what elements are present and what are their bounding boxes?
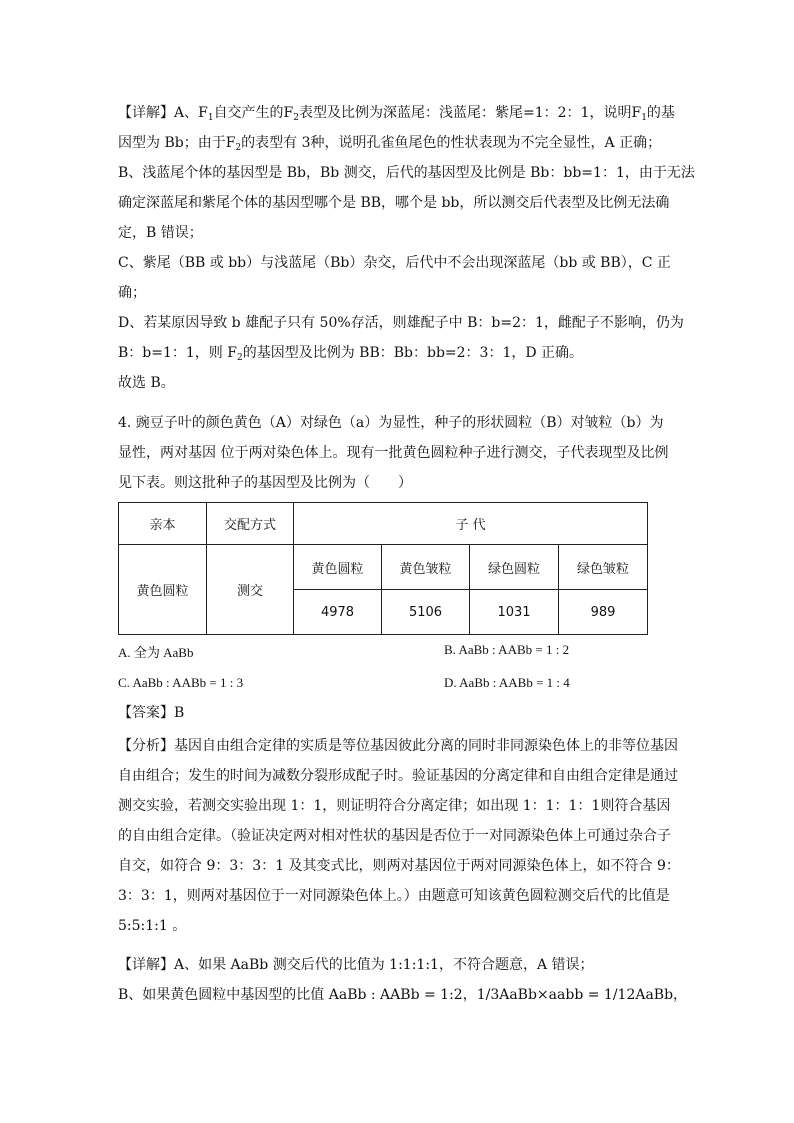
option-b: B. AaBb : AABb = 1 : 2 <box>444 642 570 657</box>
text-line: 【详解】A、$F_1$自交产生的$F_2$表型及比例为深蓝尾：浅蓝尾：紫尾=1：2：1，说明$F_1$的基 <box>118 105 675 123</box>
question-stem <box>118 408 678 498</box>
text-line: 确定深蓝尾和紫尾个体的基因型哪个是 BB，哪个是 bb，所以测交后代表型及比例无法确 <box>118 195 670 211</box>
analysis-block <box>118 731 678 941</box>
text-line: 5:5:1:1 。 <box>118 918 187 934</box>
table-subheader: 黄色圆粒 <box>294 545 382 590</box>
table-header-parent: 亲本 <box>119 503 207 545</box>
option-c: C. AaBb : AABb = 1 : 3 <box>118 675 244 690</box>
table-subheader: 绿色皱粒 <box>559 545 648 590</box>
option-d: D. AaBb : AABb = 1 : 4 <box>444 675 570 690</box>
text-line: 【分析】基因自由组合定律的实质是等位基因彼此分离的同时非同源染色体上的非等位基因 <box>118 738 678 754</box>
text-line: 自由组合；发生的时间为减数分裂形成配子时。验证基因的分离定律和自由组合定律是通过 <box>118 768 678 784</box>
answer-text: 【答案】B <box>118 705 185 721</box>
text-line: 测交实验，若测交实验出现 1：1，则证明符合分离定律；如出现 1：1：1：1则符合基因 <box>118 798 671 814</box>
table-subheader: 黄色皱粒 <box>382 545 470 590</box>
table-value: 5106 <box>382 590 470 635</box>
table-value: 4978 <box>294 590 382 635</box>
table-subheader: 绿色圆粒 <box>470 545 559 590</box>
table-cell-parent: 黄色圆粒 <box>119 545 207 635</box>
detail-block <box>118 950 688 1010</box>
text-line: 3：3：1，则两对基因位于一对同源染色体上。）由题意可知该黄色圆粒测交后代的比值是 <box>118 888 670 904</box>
answer-line <box>118 698 678 728</box>
table-header-offspring: 子 代 <box>294 503 648 545</box>
text-line: B、如果黄色圆粒中基因型的比值 AaBb : AABb = 1:2，1/3AaBb×aabb = 1/12AaBb， <box>118 987 688 1003</box>
text-line: 因型为 Bb；由于$F_2$的表型有 3种，说明孔雀鱼尾色的性状表现为不完全显性，A 正确； <box>118 135 662 153</box>
table-value: 1031 <box>470 590 559 635</box>
detail-block-prev <box>118 98 695 398</box>
option-a: A. 全为 AaBb <box>118 645 194 660</box>
text-line: C、紫尾（BB 或 bb）与浅蓝尾（Bb）杂交，后代中不会出现深蓝尾（bb 或 BB），C 正 <box>118 255 671 271</box>
text-line: 见下表。则这批种子的基因型及比例为（ ） <box>118 475 412 491</box>
data-table <box>118 502 648 635</box>
text-line: 显性，两对基因 位于两对染色体上。现有一批黄色圆粒种子进行测交，子代表现型及比例 <box>118 445 669 461</box>
text-line: 确； <box>118 285 146 301</box>
text-line: D、若某原因导致 b 雄配子只有 50%存活，则雄配子中 B：b=2：1，雌配子不影响，仍为 <box>118 315 684 331</box>
text-line: 定，B 错误； <box>118 225 203 241</box>
table-value: 989 <box>559 590 648 635</box>
text-line: 故选 B。 <box>118 375 175 391</box>
text-line: B：b=1：1，则 $F_2$的基因型及比例为 BB：Bb：bb=2：3：1，D 正确。 <box>118 345 584 363</box>
text-line: 【详解】A、如果 AaBb 测交后代的比值为 1:1:1:1，不符合题意，A 错误； <box>118 957 594 973</box>
table-cell-cross: 测交 <box>207 545 294 635</box>
text-line: 4. 豌豆子叶的颜色黄色（A）对绿色（a）为显性，种子的形状圆粒（B）对皱粒（b）为 <box>118 415 664 431</box>
text-line: 自交，如符合 9：3：3：1 及其变式比，则两对基因位于两对同源染色体上，如不符合 9： <box>118 858 680 874</box>
text-line: B、浅蓝尾个体的基因型是 Bb，Bb 测交，后代的基因型及比例是 Bb：bb=1：1，由于无法 <box>118 165 695 181</box>
table-header-cross: 交配方式 <box>207 503 294 545</box>
text-line: 的自由组合定律。（验证决定两对相对性状的基因是否位于一对同源染色体上可通过杂合子 <box>118 828 671 844</box>
